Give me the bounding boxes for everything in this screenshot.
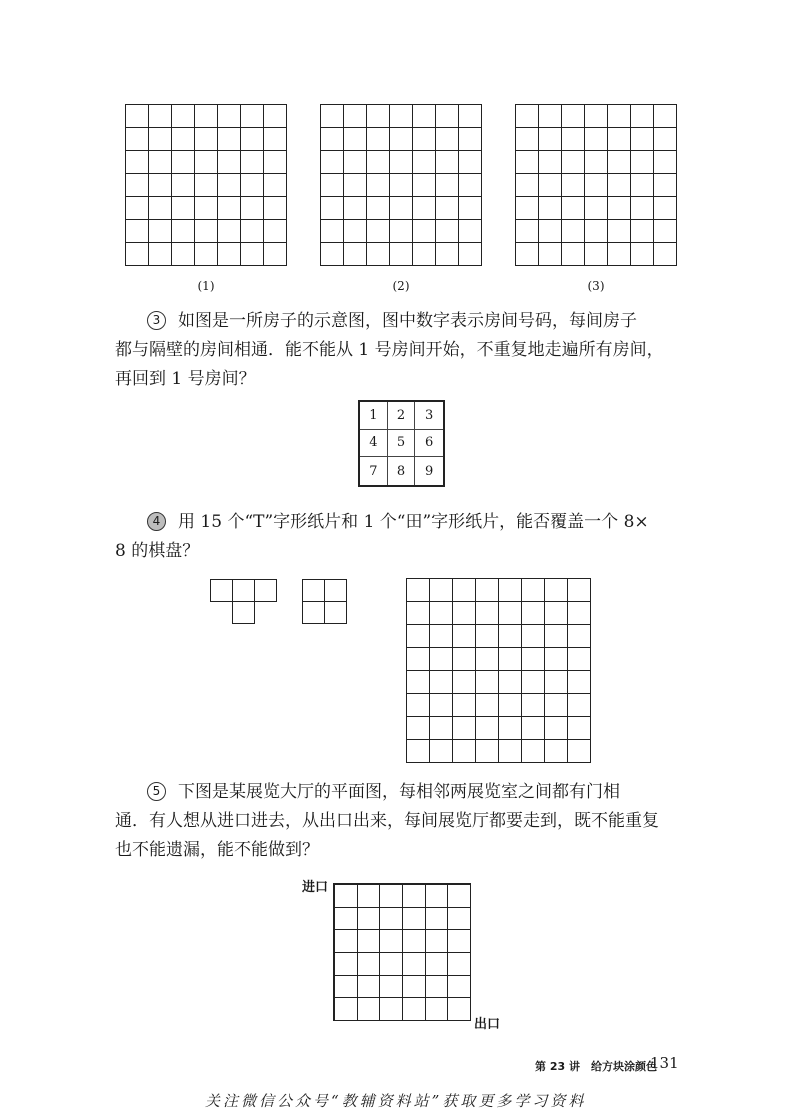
grid-cell bbox=[562, 220, 585, 243]
grid-cell bbox=[539, 174, 562, 197]
grid-cell bbox=[380, 930, 403, 953]
question-text-line: 再回到 1 号房间？ bbox=[115, 369, 256, 389]
question-number-badge: 4 bbox=[147, 512, 166, 531]
grid-cell bbox=[539, 197, 562, 220]
grid-cell bbox=[358, 930, 381, 953]
grid-cell bbox=[218, 174, 241, 197]
grid-cell bbox=[436, 243, 459, 266]
grid-cell bbox=[516, 243, 539, 266]
grid-cell bbox=[476, 648, 499, 671]
grid-cell bbox=[335, 885, 358, 908]
grid-cell bbox=[522, 740, 545, 763]
grid-cell bbox=[195, 220, 218, 243]
grid-cell bbox=[562, 197, 585, 220]
grid-cell bbox=[218, 151, 241, 174]
grid-cell bbox=[436, 174, 459, 197]
grid-cell bbox=[459, 197, 482, 220]
grid-cell bbox=[654, 105, 677, 128]
grid-cell bbox=[390, 220, 413, 243]
room-cell: 3 bbox=[415, 402, 443, 430]
grid-cell bbox=[453, 602, 476, 625]
grid-cell bbox=[403, 885, 426, 908]
room-diagram bbox=[358, 400, 445, 487]
grid-cell bbox=[218, 128, 241, 151]
grid-cell bbox=[241, 105, 264, 128]
grid-cell bbox=[195, 105, 218, 128]
page-number: 131 bbox=[650, 1054, 679, 1072]
grid-cell bbox=[218, 243, 241, 266]
question-text-line: 通．有人想从进口进去，从出口出来，每间展览厅都要走到，既不能重复 bbox=[115, 811, 659, 831]
grid-cell bbox=[608, 174, 631, 197]
room-cell: 9 bbox=[425, 463, 434, 479]
chapter-title: 第 23 讲 给方块涂颜色 bbox=[535, 1060, 657, 1073]
room-cell: 2 bbox=[388, 402, 416, 430]
grid-cell bbox=[568, 671, 591, 694]
grid-cell bbox=[453, 694, 476, 717]
grid-cell bbox=[608, 197, 631, 220]
grid-cell bbox=[172, 197, 195, 220]
grid-cell bbox=[448, 976, 471, 999]
question-number-badge: 5 bbox=[147, 782, 166, 801]
grid-cell bbox=[516, 174, 539, 197]
grid-cell bbox=[608, 105, 631, 128]
grid-cell bbox=[631, 128, 654, 151]
grid-cell bbox=[539, 105, 562, 128]
grid-cell bbox=[426, 930, 449, 953]
grid-cell bbox=[321, 174, 344, 197]
grid-cell bbox=[335, 976, 358, 999]
grid-cell bbox=[654, 243, 677, 266]
grid-cell bbox=[568, 694, 591, 717]
figure-caption-3: (3) bbox=[587, 279, 605, 293]
figure-caption-1: (1) bbox=[197, 279, 215, 293]
grid-cell bbox=[476, 717, 499, 740]
grid-cell bbox=[172, 105, 195, 128]
grid-cell bbox=[126, 174, 149, 197]
grid-cell bbox=[403, 908, 426, 931]
grid-cell bbox=[367, 220, 390, 243]
grid-cell bbox=[545, 625, 568, 648]
grid-cell bbox=[453, 740, 476, 763]
grid-cell bbox=[407, 648, 430, 671]
question-text-line: 用 15 个“T”字形纸片和 1 个“田”字形纸片，能否覆盖一个 8× bbox=[178, 512, 649, 532]
grid-cell bbox=[358, 976, 381, 999]
grid-cell bbox=[335, 953, 358, 976]
grid-cell bbox=[407, 625, 430, 648]
question-5 bbox=[115, 778, 715, 865]
grid-cell bbox=[195, 174, 218, 197]
grid-cell bbox=[453, 648, 476, 671]
room-cell: 5 bbox=[388, 430, 416, 458]
grid-cell bbox=[407, 671, 430, 694]
grid-cell bbox=[430, 694, 453, 717]
room-cell: 1 bbox=[360, 402, 388, 430]
grid-cell bbox=[585, 151, 608, 174]
grid-cell bbox=[126, 128, 149, 151]
grid-cell bbox=[585, 128, 608, 151]
grid-cell bbox=[448, 930, 471, 953]
grid-cell bbox=[358, 908, 381, 931]
grid-cell bbox=[264, 128, 287, 151]
grid-cell bbox=[344, 174, 367, 197]
grid-cell bbox=[390, 151, 413, 174]
grid-cell bbox=[654, 151, 677, 174]
grid-cell bbox=[459, 105, 482, 128]
grid-cell bbox=[522, 717, 545, 740]
grid-cell bbox=[321, 128, 344, 151]
grid-cell bbox=[631, 197, 654, 220]
grid-cell bbox=[499, 740, 522, 763]
grid-cell bbox=[413, 151, 436, 174]
grid-cell bbox=[430, 671, 453, 694]
room-cell: 7 bbox=[360, 457, 388, 485]
grid-cell bbox=[453, 625, 476, 648]
grid-cell bbox=[149, 151, 172, 174]
grid-cell bbox=[562, 105, 585, 128]
grid-cell bbox=[195, 197, 218, 220]
grid-cell bbox=[172, 128, 195, 151]
question-text-line: 也不能遗漏，能不能做到？ bbox=[115, 840, 319, 860]
grid-cell bbox=[631, 105, 654, 128]
grid-cell bbox=[430, 602, 453, 625]
grid-cell bbox=[436, 128, 459, 151]
grid-cell bbox=[407, 694, 430, 717]
grid-cell bbox=[149, 105, 172, 128]
grid-cell bbox=[459, 128, 482, 151]
grid-cell bbox=[539, 151, 562, 174]
grid-cell bbox=[516, 151, 539, 174]
grid-cell bbox=[344, 197, 367, 220]
grid-cell bbox=[448, 953, 471, 976]
grid-cell bbox=[172, 243, 195, 266]
room-cell: 8 bbox=[388, 457, 416, 485]
grid-cell bbox=[344, 105, 367, 128]
grid-cell bbox=[321, 243, 344, 266]
grid-cell bbox=[126, 151, 149, 174]
grid-cell bbox=[426, 885, 449, 908]
grid-cell bbox=[539, 243, 562, 266]
grid-cell bbox=[476, 671, 499, 694]
grid-cell bbox=[380, 885, 403, 908]
grid-cell bbox=[459, 151, 482, 174]
grid-cell bbox=[453, 671, 476, 694]
grid-cell bbox=[545, 717, 568, 740]
grid-cell bbox=[358, 998, 381, 1021]
grid-cell bbox=[126, 197, 149, 220]
grid-cell bbox=[407, 579, 430, 602]
grid-cell bbox=[499, 602, 522, 625]
grid-cell bbox=[476, 625, 499, 648]
grid-cell bbox=[585, 220, 608, 243]
grid-cell bbox=[430, 648, 453, 671]
grid-cell bbox=[172, 151, 195, 174]
room-cell: 6 bbox=[415, 430, 443, 458]
grid-cell bbox=[436, 105, 459, 128]
grid-cell bbox=[453, 579, 476, 602]
grid-cell bbox=[476, 579, 499, 602]
grid-cell bbox=[149, 243, 172, 266]
grid-cell bbox=[426, 998, 449, 1021]
figure-caption-2: (2) bbox=[392, 279, 410, 293]
grid-cell bbox=[241, 174, 264, 197]
grid-cell bbox=[631, 243, 654, 266]
grid-cell bbox=[241, 151, 264, 174]
grid-cell bbox=[358, 953, 381, 976]
question-text-line: 如图是一所房子的示意图，图中数字表示房间号码，每间房子 bbox=[178, 311, 637, 331]
grid-cell bbox=[516, 105, 539, 128]
grid-cell bbox=[149, 197, 172, 220]
grid-cell bbox=[218, 220, 241, 243]
grid-cell bbox=[390, 128, 413, 151]
grid-cell bbox=[390, 105, 413, 128]
grid-cell bbox=[321, 151, 344, 174]
grid-cell bbox=[545, 602, 568, 625]
grid-cell bbox=[522, 671, 545, 694]
grid-cell bbox=[499, 579, 522, 602]
grid-cell bbox=[430, 740, 453, 763]
question-3 bbox=[115, 307, 715, 394]
piece-square bbox=[232, 601, 255, 624]
grid-cell bbox=[608, 128, 631, 151]
grid-cell bbox=[172, 174, 195, 197]
grid-cell bbox=[562, 174, 585, 197]
grid-cell bbox=[195, 151, 218, 174]
grid-cell bbox=[426, 953, 449, 976]
grid-cell bbox=[426, 976, 449, 999]
grid-cell bbox=[436, 220, 459, 243]
grid-cell bbox=[539, 220, 562, 243]
piece-square bbox=[254, 579, 277, 602]
grid-cell bbox=[367, 243, 390, 266]
grid-cell bbox=[390, 243, 413, 266]
grid-cell bbox=[367, 151, 390, 174]
grid-cell bbox=[516, 128, 539, 151]
grid-cell bbox=[367, 174, 390, 197]
grid-cell bbox=[358, 885, 381, 908]
grid-cell bbox=[126, 105, 149, 128]
watermark-text: 关注微信公众号“教辅资料站”获取更多学习资料 bbox=[205, 1092, 587, 1110]
grid-cell bbox=[545, 648, 568, 671]
grid-cell bbox=[380, 976, 403, 999]
grid-cell bbox=[172, 220, 195, 243]
grid-cell bbox=[380, 908, 403, 931]
grid-cell bbox=[195, 128, 218, 151]
grid-cell bbox=[430, 625, 453, 648]
grid-cell bbox=[380, 953, 403, 976]
grid-cell bbox=[344, 243, 367, 266]
grid-cell bbox=[413, 243, 436, 266]
grid-cell bbox=[241, 220, 264, 243]
grid-cell bbox=[568, 648, 591, 671]
grid-cell bbox=[522, 625, 545, 648]
grid-cell bbox=[631, 151, 654, 174]
question-4 bbox=[115, 508, 715, 566]
question-number-badge: 3 bbox=[147, 311, 166, 330]
grid-cell bbox=[390, 174, 413, 197]
grid-cell bbox=[264, 243, 287, 266]
grid-cell bbox=[608, 220, 631, 243]
entrance-label: 进口 bbox=[302, 880, 329, 895]
grid-cell bbox=[631, 174, 654, 197]
grid-cell bbox=[264, 220, 287, 243]
question-text-line: 下图是某展览大厅的平面图，每相邻两展览室之间都有门相 bbox=[178, 782, 620, 802]
grid-cell bbox=[436, 151, 459, 174]
grid-cell bbox=[459, 243, 482, 266]
grid-cell bbox=[654, 128, 677, 151]
grid-cell bbox=[568, 625, 591, 648]
grid-cell bbox=[264, 105, 287, 128]
grid-cell bbox=[264, 151, 287, 174]
grid-cell bbox=[516, 197, 539, 220]
grid-cell bbox=[403, 976, 426, 999]
grid-cell bbox=[335, 998, 358, 1021]
grid-cell bbox=[499, 625, 522, 648]
grid-cell bbox=[430, 579, 453, 602]
grid-cell bbox=[413, 220, 436, 243]
grid-cell bbox=[413, 128, 436, 151]
grid-cell bbox=[448, 885, 471, 908]
grid-cell bbox=[264, 174, 287, 197]
grid-cell bbox=[522, 602, 545, 625]
grid-cell bbox=[413, 174, 436, 197]
grid-cell bbox=[585, 197, 608, 220]
grid-cell bbox=[344, 128, 367, 151]
grid-cell bbox=[218, 197, 241, 220]
grid-cell bbox=[344, 151, 367, 174]
grid-cell bbox=[499, 671, 522, 694]
grid-cell bbox=[436, 197, 459, 220]
grid-figure-1 bbox=[125, 104, 287, 266]
grid-cell bbox=[568, 579, 591, 602]
grid-cell bbox=[321, 197, 344, 220]
piece-square bbox=[210, 579, 233, 602]
grid-cell bbox=[562, 243, 585, 266]
grid-cell bbox=[476, 602, 499, 625]
grid-cell bbox=[459, 174, 482, 197]
grid-cell bbox=[568, 717, 591, 740]
grid-cell bbox=[562, 151, 585, 174]
grid-cell bbox=[241, 128, 264, 151]
grid-cell bbox=[264, 197, 287, 220]
grid-cell bbox=[499, 648, 522, 671]
grid-cell bbox=[448, 998, 471, 1021]
grid-cell bbox=[516, 220, 539, 243]
grid-cell bbox=[426, 908, 449, 931]
grid-cell bbox=[149, 174, 172, 197]
grid-cell bbox=[585, 243, 608, 266]
exit-label: 出口 bbox=[474, 1017, 501, 1032]
grid-cell bbox=[407, 602, 430, 625]
grid-cell bbox=[195, 243, 218, 266]
grid-cell bbox=[459, 220, 482, 243]
piece-square bbox=[302, 579, 325, 602]
grid-cell bbox=[380, 998, 403, 1021]
grid-cell bbox=[545, 579, 568, 602]
grid-cell bbox=[321, 220, 344, 243]
grid-cell bbox=[149, 220, 172, 243]
grid-cell bbox=[654, 220, 677, 243]
grid-cell bbox=[126, 243, 149, 266]
grid-cell bbox=[126, 220, 149, 243]
grid-cell bbox=[499, 694, 522, 717]
piece-square bbox=[302, 601, 325, 624]
grid-cell bbox=[241, 197, 264, 220]
exhibition-hall-grid bbox=[333, 883, 471, 1021]
grid-cell bbox=[522, 694, 545, 717]
grid-cell bbox=[522, 579, 545, 602]
grid-cell bbox=[453, 717, 476, 740]
piece-square bbox=[324, 601, 347, 624]
piece-square bbox=[232, 579, 255, 602]
grid-cell bbox=[367, 197, 390, 220]
question-text-line: 8 的棋盘？ bbox=[115, 541, 200, 561]
grid-cell bbox=[585, 174, 608, 197]
grid-cell bbox=[321, 105, 344, 128]
grid-cell bbox=[631, 220, 654, 243]
grid-cell bbox=[562, 128, 585, 151]
grid-cell bbox=[654, 174, 677, 197]
grid-figure-3 bbox=[515, 104, 677, 266]
grid-cell bbox=[335, 930, 358, 953]
grid-cell bbox=[522, 648, 545, 671]
grid-cell bbox=[539, 128, 562, 151]
grid-cell bbox=[403, 953, 426, 976]
grid-cell bbox=[608, 151, 631, 174]
grid-cell bbox=[367, 128, 390, 151]
grid-cell bbox=[545, 740, 568, 763]
grid-cell bbox=[335, 908, 358, 931]
grid-cell bbox=[407, 740, 430, 763]
grid-cell bbox=[476, 694, 499, 717]
grid-cell bbox=[608, 243, 631, 266]
grid-figure-2 bbox=[320, 104, 482, 266]
grid-cell bbox=[407, 717, 430, 740]
grid-cell bbox=[344, 220, 367, 243]
grid-cell bbox=[367, 105, 390, 128]
grid-cell bbox=[403, 998, 426, 1021]
piece-square bbox=[324, 579, 347, 602]
grid-cell bbox=[476, 740, 499, 763]
grid-cell bbox=[568, 740, 591, 763]
grid-cell bbox=[448, 908, 471, 931]
grid-cell bbox=[568, 602, 591, 625]
chessboard-8x8 bbox=[406, 578, 591, 763]
grid-cell bbox=[545, 694, 568, 717]
grid-cell bbox=[403, 930, 426, 953]
grid-cell bbox=[430, 717, 453, 740]
grid-cell bbox=[390, 197, 413, 220]
grid-cell bbox=[499, 717, 522, 740]
grid-cell bbox=[585, 105, 608, 128]
grid-cell bbox=[218, 105, 241, 128]
grid-cell bbox=[413, 105, 436, 128]
grid-cell bbox=[241, 243, 264, 266]
grid-cell bbox=[654, 197, 677, 220]
grid-cell bbox=[413, 197, 436, 220]
room-cell: 4 bbox=[360, 430, 388, 458]
grid-cell bbox=[149, 128, 172, 151]
question-text-line: 都与隔壁的房间相通．能不能从 1 号房间开始，不重复地走遍所有房间， bbox=[115, 340, 664, 360]
grid-cell bbox=[545, 671, 568, 694]
